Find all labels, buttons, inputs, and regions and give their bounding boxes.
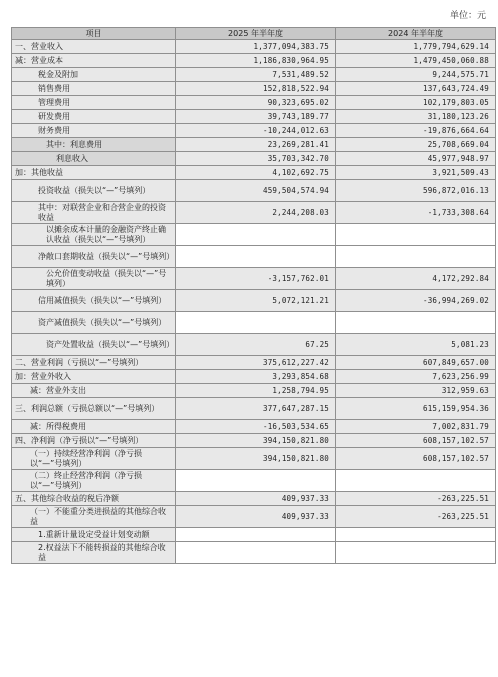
row-label: 信用减值损失（损失以“—”号填列）	[12, 290, 176, 312]
row-prior-value: -19,876,664.64	[336, 124, 496, 138]
row-prior-value: 312,959.63	[336, 384, 496, 398]
row-current-value: 409,937.33	[176, 506, 336, 528]
unit-label: 单位：元	[449, 11, 486, 21]
table-row	[12, 528, 496, 542]
row-label: 其中：利息费用	[12, 138, 176, 152]
row-label: 资产减值损失（损失以“—”号填列）	[12, 312, 176, 334]
row-prior-value: 5,081.23	[336, 334, 496, 356]
table-row	[12, 166, 496, 180]
row-current-value: 394,150,821.80	[176, 448, 336, 470]
row-current-value: 152,818,522.94	[176, 82, 336, 96]
row-current-value: 35,703,342.70	[176, 152, 336, 166]
row-prior-value	[336, 224, 496, 246]
row-label: 销售费用	[12, 82, 176, 96]
table-row	[12, 68, 496, 82]
row-prior-value: 9,244,575.71	[336, 68, 496, 82]
row-label: 研发费用	[12, 110, 176, 124]
table-row	[12, 138, 496, 152]
row-prior-value	[336, 246, 496, 268]
row-prior-value: 3,921,509.43	[336, 166, 496, 180]
row-prior-value: 4,172,292.84	[336, 268, 496, 290]
row-current-value: 394,150,821.80	[176, 434, 336, 448]
row-current-value	[176, 246, 336, 268]
row-label: 1.重新计量设定受益计划变动额	[12, 528, 176, 542]
row-current-value: 1,186,830,964.95	[176, 54, 336, 68]
table-row	[12, 290, 496, 312]
table-row	[12, 434, 496, 448]
row-prior-value: 7,623,256.99	[336, 370, 496, 384]
table-row	[12, 470, 496, 492]
row-label: 公允价值变动收益（损失以“—”号填列）	[12, 268, 176, 290]
row-prior-value: 137,643,724.49	[336, 82, 496, 96]
row-current-value: 90,323,695.02	[176, 96, 336, 110]
row-label: 减：营业外支出	[12, 384, 176, 398]
row-label: 三、利润总额（亏损总额以“—”号填列）	[12, 398, 176, 420]
row-label: （一）不能重分类进损益的其他综合收益	[12, 506, 176, 528]
table-row	[12, 356, 496, 370]
row-label: （二）终止经营净利润（净亏损以“—”号填列）	[12, 470, 176, 492]
table-row	[12, 82, 496, 96]
row-current-value	[176, 542, 336, 564]
row-current-value: 1,258,794.95	[176, 384, 336, 398]
row-label: 2.权益法下不能转损益的其他综合收益	[12, 542, 176, 564]
table-body	[12, 40, 496, 564]
row-label: 以摊余成本计量的金融资产终止确认收益（损失以“—”号填列）	[12, 224, 176, 246]
row-label: 一、营业收入	[12, 40, 176, 54]
header-item: 项目	[12, 28, 176, 40]
row-current-value	[176, 312, 336, 334]
table-row	[12, 246, 496, 268]
row-label: 四、净利润（净亏损以“—”号填列）	[12, 434, 176, 448]
row-prior-value	[336, 312, 496, 334]
row-label: 税金及附加	[12, 68, 176, 82]
table-row	[12, 492, 496, 506]
row-prior-value: 102,179,803.05	[336, 96, 496, 110]
row-current-value: -16,503,534.65	[176, 420, 336, 434]
table-row	[12, 268, 496, 290]
table-row	[12, 180, 496, 202]
table-row	[12, 124, 496, 138]
row-prior-value: 608,157,102.57	[336, 448, 496, 470]
row-prior-value: -1,733,308.64	[336, 202, 496, 224]
table-row	[12, 96, 496, 110]
table-row	[12, 542, 496, 564]
row-prior-value: 31,180,123.26	[336, 110, 496, 124]
row-current-value: 23,269,281.41	[176, 138, 336, 152]
row-label: 五、其他综合收益的税后净额	[12, 492, 176, 506]
row-prior-value: 615,159,954.36	[336, 398, 496, 420]
row-prior-value	[336, 528, 496, 542]
row-current-value: 1,377,094,383.75	[176, 40, 336, 54]
row-prior-value	[336, 542, 496, 564]
table-row	[12, 398, 496, 420]
row-current-value: 7,531,489.52	[176, 68, 336, 82]
row-prior-value: -263,225.51	[336, 492, 496, 506]
row-current-value	[176, 528, 336, 542]
row-prior-value: -36,994,269.02	[336, 290, 496, 312]
row-current-value: 2,244,208.03	[176, 202, 336, 224]
table-header-row	[12, 28, 496, 40]
row-label: 减：所得税费用	[12, 420, 176, 434]
row-current-value: 375,612,227.42	[176, 356, 336, 370]
row-current-value: -10,244,012.63	[176, 124, 336, 138]
row-label: 加：营业外收入	[12, 370, 176, 384]
row-current-value: 409,937.33	[176, 492, 336, 506]
income-statement-table	[11, 27, 496, 564]
row-current-value: 5,072,121.21	[176, 290, 336, 312]
row-label: 净敞口套期收益（损失以“—”号填列）	[12, 246, 176, 268]
row-label: 加：其他收益	[12, 166, 176, 180]
table-row	[12, 54, 496, 68]
row-prior-value: 25,708,669.04	[336, 138, 496, 152]
row-current-value: 459,504,574.94	[176, 180, 336, 202]
table-row	[12, 40, 496, 54]
row-prior-value: 1,479,450,060.88	[336, 54, 496, 68]
row-label: 管理费用	[12, 96, 176, 110]
row-prior-value: -263,225.51	[336, 506, 496, 528]
row-prior-value: 1,779,794,629.14	[336, 40, 496, 54]
row-label: 资产处置收益（损失以“—”号填列）	[12, 334, 176, 356]
row-label: 投资收益（损失以“—”号填列）	[12, 180, 176, 202]
table-row	[12, 370, 496, 384]
table-row	[12, 420, 496, 434]
table-row	[12, 110, 496, 124]
table-row	[12, 384, 496, 398]
row-prior-value	[336, 470, 496, 492]
table-row	[12, 152, 496, 166]
row-current-value	[176, 224, 336, 246]
row-prior-value: 7,002,831.79	[336, 420, 496, 434]
table-row	[12, 312, 496, 334]
table-row	[12, 202, 496, 224]
row-label: 减：营业成本	[12, 54, 176, 68]
table-row	[12, 506, 496, 528]
row-label: （一）持续经营净利润（净亏损以“—”号填列）	[12, 448, 176, 470]
row-label: 财务费用	[12, 124, 176, 138]
row-current-value: 67.25	[176, 334, 336, 356]
header-prior-period: 2024 年半年度	[336, 28, 496, 40]
row-current-value: 4,102,692.75	[176, 166, 336, 180]
table-row	[12, 224, 496, 246]
row-label: 其中：对联营企业和合营企业的投资收益	[12, 202, 176, 224]
header-current-period: 2025 年半年度	[176, 28, 336, 40]
row-current-value: 39,743,189.77	[176, 110, 336, 124]
row-current-value: 3,293,854.68	[176, 370, 336, 384]
row-current-value: 377,647,287.15	[176, 398, 336, 420]
row-label: 利息收入	[12, 152, 176, 166]
table-row	[12, 448, 496, 470]
row-label: 二、营业利润（亏损以“—”号填列）	[12, 356, 176, 370]
row-current-value: -3,157,762.01	[176, 268, 336, 290]
table-row	[12, 334, 496, 356]
row-prior-value: 45,977,948.97	[336, 152, 496, 166]
row-prior-value: 596,872,016.13	[336, 180, 496, 202]
row-prior-value: 607,849,657.00	[336, 356, 496, 370]
row-prior-value: 608,157,102.57	[336, 434, 496, 448]
row-current-value	[176, 470, 336, 492]
